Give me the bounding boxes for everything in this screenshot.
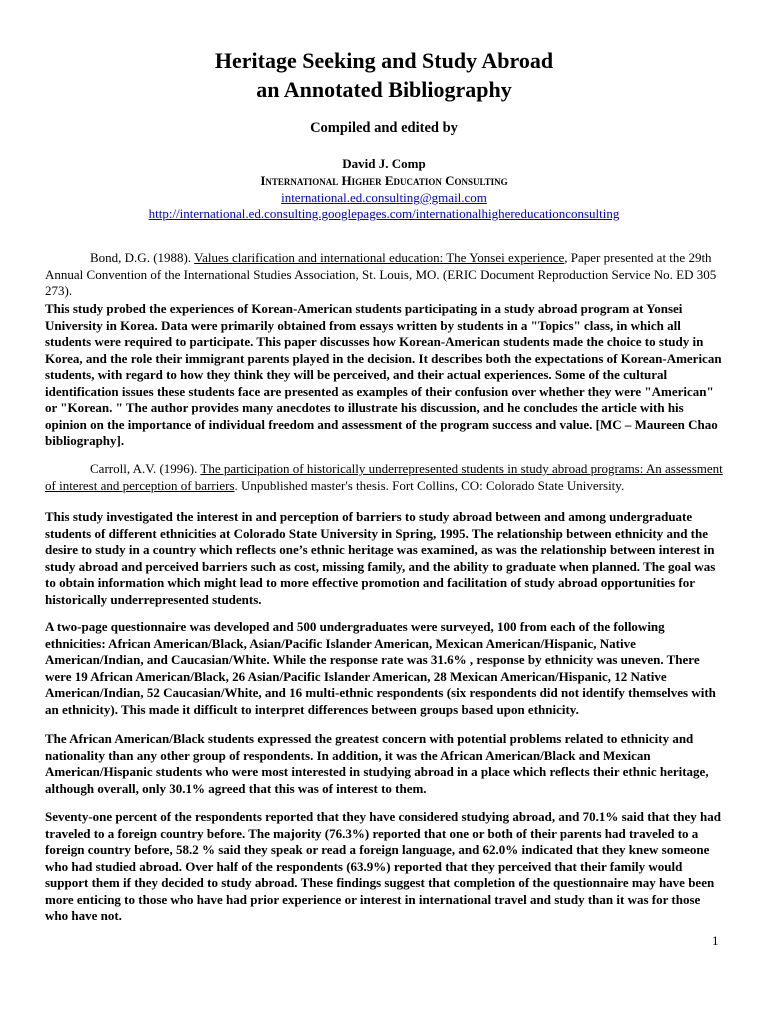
abstract-bond: This study probed the experiences of Korean-American students participating in a study abroad program at Yonsei University in Korea. Data were primarily obtained from essays written by students in a "Topics" class, in which all students were required to participate. This paper discusses how Korean-American students made the choice to study in Korea, and the role their immigrant parents played in the decision. It describes both the expectations of Korean-American students, with regard to how they think they will be perceived, and their actual experiences. Some of the cultural identification issues these students face are presented as examples of their confusion over whether they were "American" or "Korean. " The author provides many anecdotes to illustrate his discussion, and he concludes the article with his opinion on the importance of individual freedom and assessment of the program success and value. [MC – Maureen Chao bibliography]. <box>45 301 722 448</box>
abstract-carroll-paragraph: Seventy-one percent of the respondents reported that they have considered studying abroad, and 70.1% said that they had traveled to a foreign country before. The majority (76.3%) reported that one or both of their parents had traveled to a foreign country before, 58.2 % said they speak or read a foreign language, and 62.0% indicated that they knew someone who had studied abroad. Over half of the respondents (63.9%) reported that they perceived that their family would support them if they decided to study abroad. These findings suggest that completion of the questionnaire may have been more enticing to those who have had prior experience or interest in international travel and study than it was for those who have not. <box>45 809 721 923</box>
document-title-line-2: an Annotated Bibliography <box>256 77 512 102</box>
abstract-carroll-paragraph: This study investigated the interest in and perception of barriers to study abroad between and among undergraduate students of different ethnicities at Colorado State University in Spring, 1995. The relationship between ethnicity and the desire to study in a country which reflects one’s ethnic heritage was examined, as was the relationship between interest in study abroad and perceived barriers such as cost, missing family, and the ability to graduate when planned. The goal was to obtain information which might lead to more effective promotion and facilitation of study abroad opportunities for historically underrepresented students. <box>45 509 716 607</box>
abstract-carroll-paragraph: The African American/Black students expressed the greatest concern with potential problems related to ethnicity and nationality than any other group of respondents. In addition, it was the African American/Black and Mexican American/Hispanic students who were most interested in studying abroad in a place which reflects their ethnic heritage, although overall, only 30.1% agreed that this was of interest to them. <box>45 731 709 796</box>
citation-carroll <box>45 461 723 494</box>
document-title-line-1: Heritage Seeking and Study Abroad <box>214 48 554 73</box>
email-link[interactable]: international.ed.consulting@gmail.com <box>281 190 487 205</box>
page-number: 1 <box>712 933 719 948</box>
citation-bond-title: Values clarification and international education: The Yonsei experience <box>194 250 565 265</box>
citation-carroll-title: The participation of historically underrepresented students in study abroad programs: An assessment of interest and perception of barriers <box>45 461 723 493</box>
citation-bond-prefix: Bond, D.G. (1988). <box>90 250 195 265</box>
author-name: David J. Comp <box>342 156 426 171</box>
citation-bond <box>45 250 723 300</box>
citation-carroll-prefix: Carroll, A.V. (1996). <box>90 461 201 476</box>
citation-bond-suffix: , Paper presented at the 29th Annual Convention of the International Studies Association, St. Louis, MO. (ERIC Document Reproduction Service No. ED 305 273). <box>45 250 717 298</box>
organization-name: International Higher Education Consulting <box>260 173 508 188</box>
abstract-carroll-paragraph: A two-page questionnaire was developed and 500 undergraduates were surveyed, 100 from each of the following ethnicities: African American/Black, Asian/Pacific Islander American, Mexican American/Hispanic, Native American/Indian, and Caucasian/White. While the response rate was 31.6% , response by ethnicity was uneven. There were 19 African American/Black, 26 Asian/Pacific Islander American, 28 Mexican American/Hispanic, 12 Native American/Indian, 52 Caucasian/White, and 16 multi-ethnic respondents (six respondents did not identify themselves with an ethnicity). This made it difficult to interpret differences between groups based upon ethnicity. <box>45 619 716 717</box>
citation-carroll-suffix: . Unpublished master's thesis. Fort Collins, CO: Colorado State University. <box>234 477 625 493</box>
compiled-by-label: Compiled and edited by <box>310 120 458 136</box>
website-link[interactable]: http://international.ed.consulting.googlepages.com/internationalhighereducationconsulting <box>148 206 620 221</box>
